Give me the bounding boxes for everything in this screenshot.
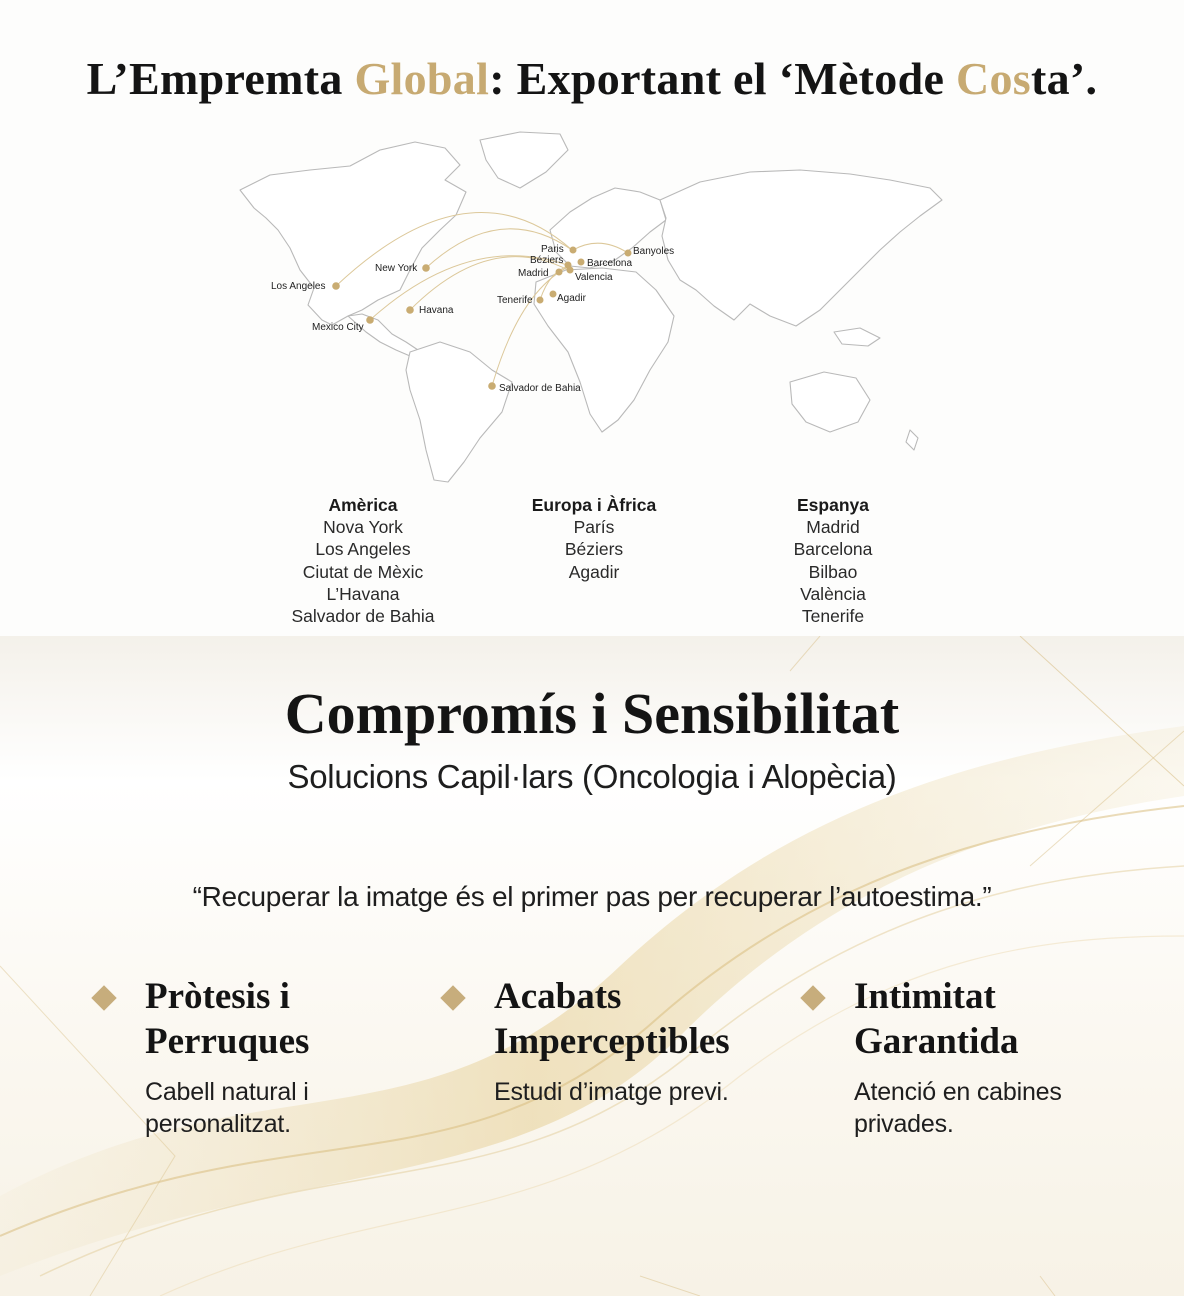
south-america bbox=[406, 342, 512, 482]
city-label: Salvador de Bahia bbox=[499, 383, 581, 394]
feature-title-line: Imperceptibles bbox=[494, 1021, 730, 1062]
region-america bbox=[243, 494, 483, 627]
australia bbox=[790, 372, 870, 432]
feature-description bbox=[854, 1076, 1114, 1140]
city-marker bbox=[556, 269, 563, 276]
region-city: L’Havana bbox=[326, 583, 400, 604]
feature-title-line: Acabats bbox=[494, 976, 622, 1017]
region-city: Madrid bbox=[806, 517, 860, 538]
section-title: Compromís i Sensibilitat bbox=[284, 681, 900, 746]
region-title: Amèrica bbox=[328, 495, 398, 515]
region-city: Tenerife bbox=[801, 606, 865, 627]
city-marker bbox=[567, 267, 574, 274]
new-zealand bbox=[906, 430, 918, 450]
city-label: Los Angeles bbox=[271, 281, 326, 292]
region-city: París bbox=[573, 517, 615, 538]
headline-part: ta’. bbox=[1031, 53, 1098, 104]
region-city: Los Angeles bbox=[315, 539, 411, 560]
city-label: Agadir bbox=[557, 293, 586, 304]
city-marker bbox=[332, 282, 340, 290]
quote-text: “Recuperar la imatge és el primer pas per recuperar l’autoestima.” bbox=[192, 881, 992, 912]
north-america bbox=[240, 142, 466, 325]
region-city: Bilbao bbox=[808, 561, 858, 582]
feature-desc-line: privades. bbox=[854, 1110, 954, 1138]
region-city: Barcelona bbox=[793, 539, 873, 560]
headline-part: L’Empremta bbox=[86, 53, 355, 104]
city-label: New York bbox=[375, 263, 418, 274]
feature-title bbox=[854, 974, 1144, 1064]
city-marker bbox=[625, 250, 632, 257]
city-label: Béziers bbox=[530, 255, 564, 266]
region-city: Nova York bbox=[323, 517, 403, 538]
feature-desc-line: personalitzat. bbox=[145, 1110, 291, 1138]
feature-title bbox=[494, 974, 784, 1064]
region-europe-africa bbox=[474, 494, 714, 583]
feature-description bbox=[494, 1076, 754, 1108]
city-marker bbox=[570, 247, 577, 254]
region-city: València bbox=[800, 583, 866, 604]
region-spain bbox=[713, 494, 953, 627]
feature-desc-line: Estudi d’imatge previ. bbox=[494, 1078, 729, 1106]
world-map bbox=[230, 120, 960, 490]
feature-title-line: Garantida bbox=[854, 1021, 1019, 1062]
city-marker bbox=[488, 382, 496, 390]
feature-desc-line: Atenció en cabines bbox=[854, 1078, 1062, 1106]
city-marker bbox=[366, 316, 374, 324]
city-label: Mexico City bbox=[312, 322, 364, 333]
feature-title bbox=[145, 974, 435, 1064]
city-label: Banyoles bbox=[633, 246, 675, 257]
feature-description bbox=[145, 1076, 405, 1140]
asia bbox=[660, 170, 942, 326]
headline-part-accent: Cos bbox=[955, 53, 1032, 104]
feature-title-line: Intimitat bbox=[854, 976, 996, 1017]
city-label: Valencia bbox=[575, 272, 613, 283]
region-city: Agadir bbox=[568, 561, 620, 582]
region-city: Salvador de Bahia bbox=[291, 606, 435, 627]
continents bbox=[240, 132, 942, 482]
greenland bbox=[480, 132, 568, 188]
feature-title-line: Perruques bbox=[145, 1021, 310, 1062]
feature-desc-line: Cabell natural i bbox=[145, 1078, 309, 1106]
section-subtitle: Solucions Capil·lars (Oncologia i Alopècia) bbox=[287, 758, 897, 795]
city-marker bbox=[537, 297, 544, 304]
city-label: Barcelona bbox=[587, 258, 633, 269]
region-city: Ciutat de Mèxic bbox=[302, 561, 424, 582]
central-america bbox=[348, 314, 418, 356]
feature-title-line: Pròtesis i bbox=[145, 976, 290, 1017]
indonesia bbox=[834, 328, 880, 346]
city-label: Havana bbox=[419, 305, 454, 316]
region-city: Béziers bbox=[564, 539, 624, 560]
city-marker bbox=[422, 264, 430, 272]
page-headline bbox=[0, 52, 1184, 105]
city-label: Paris bbox=[541, 244, 564, 255]
city-label: Tenerife bbox=[497, 295, 533, 306]
city-marker bbox=[406, 306, 414, 314]
region-title: Espanya bbox=[797, 495, 869, 515]
headline-part: : Exportant el ‘Mètode bbox=[489, 53, 956, 104]
city-marker bbox=[578, 259, 585, 266]
headline-part-accent: Global bbox=[354, 53, 490, 104]
city-marker bbox=[550, 291, 557, 298]
region-title: Europa i Àfrica bbox=[531, 495, 657, 515]
city-label: Madrid bbox=[518, 268, 549, 279]
